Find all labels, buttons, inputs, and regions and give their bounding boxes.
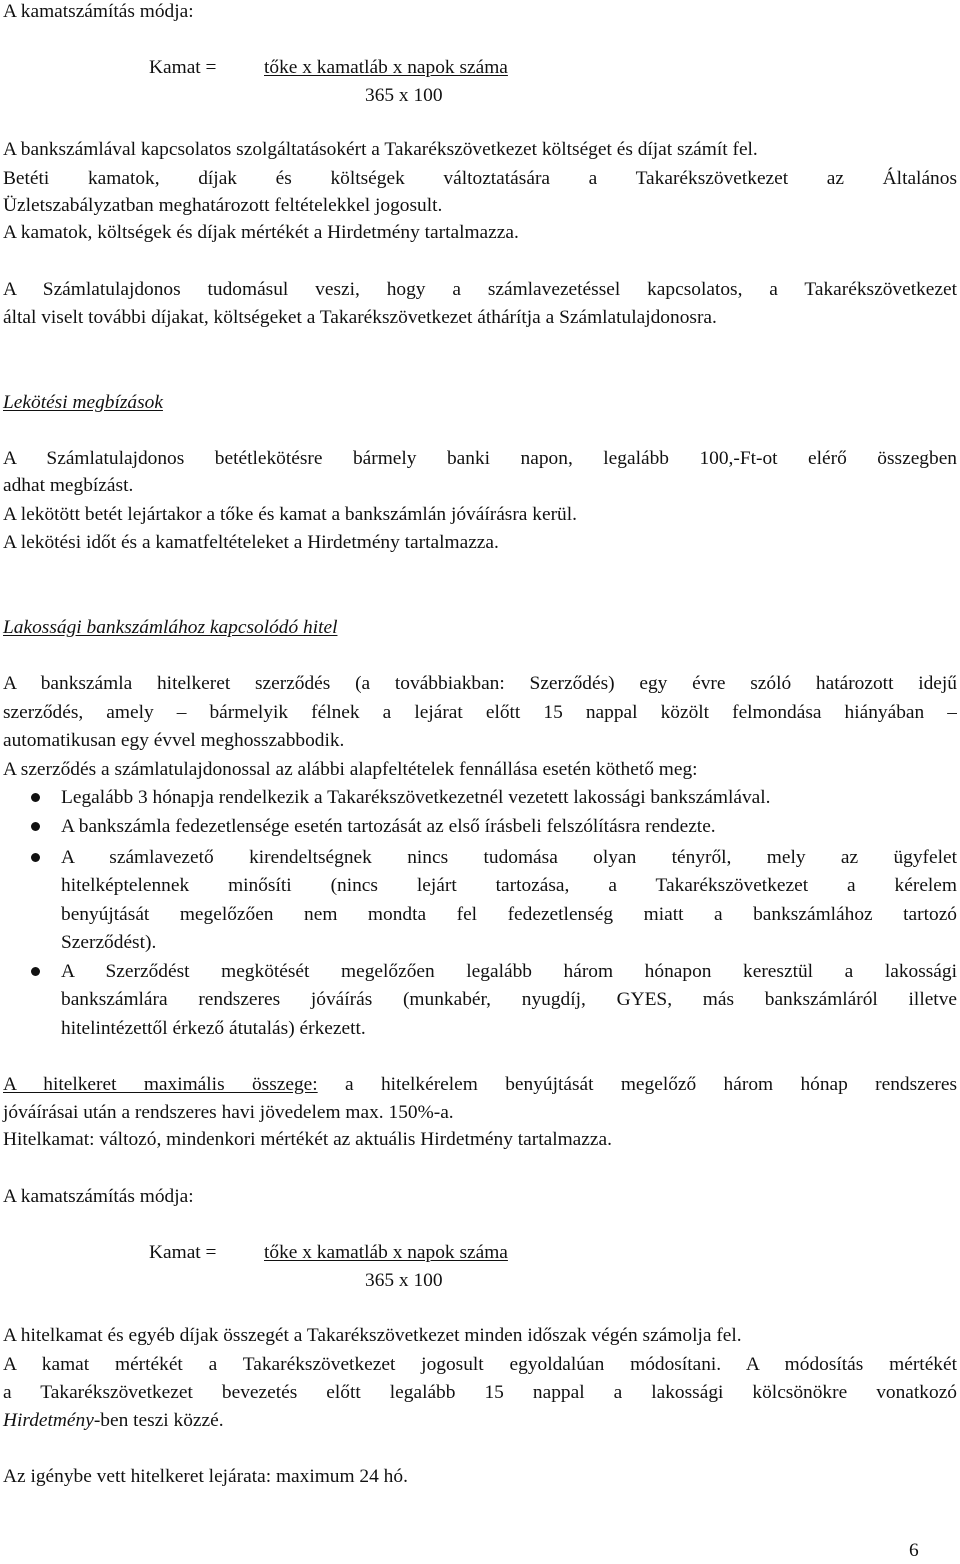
credit-max-text: a hitelkérelem benyújtását megelőző három hónap rendszeres [317,1074,957,1095]
credit-contract-line: A bankszámla hitelkeret szerződés (a továbbiakban: Szerződés) egy évre szóló határozott idejű [3,673,957,694]
overdraft-credit-heading: Lakossági bankszámlához kapcsolódó hitel [3,617,338,638]
condition-item: Szerződést). [61,932,157,953]
owner-acknowledgement-line: A Számlatulajdonos tudomásul veszi, hogy a számlavezetéssel kapcsolatos, a Takarékszövetkezet [3,279,957,300]
credit-fees-line-rest: -ben teszi közzé. [93,1410,224,1431]
formula-denominator: 365 x 100 [365,1270,443,1291]
deposit-orders-line: A lekötési időt és a kamatfeltételeket a Hirdetmény tartalmazza. [3,532,499,553]
hirdetmeny-italic: Hirdetmény [3,1410,94,1431]
deposit-orders-line: A lekötött betét lejártakor a tőke és kamat a bankszámlán jóváírásra kerül. [3,504,577,525]
formula-denominator: 365 x 100 [365,85,443,106]
credit-rate-line: Hitelkamat: változó, mindenkori mértékét az aktuális Hirdetmény tartalmazza. [3,1129,612,1150]
conditions-intro: A szerződés a számlatulajdonossal az alábbi alapfeltételek fennállása esetén köthető meg: [3,759,698,780]
fees-paragraph-line: Üzletszabályzatban meghatározott feltételekkel jogosult. [3,195,443,216]
bullet-icon [31,967,40,976]
credit-contract-line: automatikusan egy évvel meghosszabbodik. [3,730,345,751]
credit-fees-line: a Takarékszövetkezet bevezetés előtt legalább 15 nappal a lakossági kölcsönökre vonatkozó [3,1382,957,1403]
page-number: 6 [909,1540,919,1561]
credit-fees-line: A hitelkamat és egyéb díjak összegét a Takarékszövetkezet minden időszak végén számolja fel. [3,1325,742,1346]
deposit-orders-heading: Lekötési megbízások [3,392,163,413]
credit-max-label: A hitelkeret maximális összege: [3,1074,318,1095]
credit-fees-line: A kamat mértékét a Takarékszövetkezet jogosult egyoldalúan módosítani. A módosítás mértékét [3,1354,957,1375]
condition-item: A számlavezető kirendeltségnek nincs tudomása olyan tényről, mely az ügyfelet [61,847,957,868]
deposit-orders-line: A Számlatulajdonos betétlekötésre bármely banki napon, legalább 100,-Ft-ot elérő összegben [3,448,957,469]
formula-numerator: tőke x kamatláb x napok száma [264,1242,508,1263]
credit-interest-calc-heading: A kamatszámítás módja: [3,1186,194,1207]
credit-expiry-line: Az igénybe vett hitelkeret lejárata: maximum 24 hó. [3,1466,408,1487]
fees-paragraph-line: A bankszámlával kapcsolatos szolgáltatásokért a Takarékszövetkezet költséget és díjat számít fel. [3,139,758,160]
formula-label: Kamat = [149,57,217,78]
bullet-icon [31,822,40,831]
credit-max-line: jóváírásai után a rendszeres havi jövedelem max. 150%-a. [3,1102,454,1123]
formula-numerator: tőke x kamatláb x napok száma [264,57,508,78]
bullet-icon [31,853,40,862]
credit-max-line [3,1072,957,1098]
condition-item: Legalább 3 hónapja rendelkezik a Takarékszövetkezetnél vezetett lakossági bankszámlával. [61,787,771,808]
formula-label: Kamat = [149,1242,217,1263]
condition-item: A bankszámla fedezetlensége esetén tartozását az első írásbeli felszólításra rendezte. [61,816,716,837]
condition-item: hitelképtelennek minősíti (nincs lejárt tartozása, a Takarékszövetkezet a kérelem [61,875,957,896]
owner-acknowledgement-line: által viselt további díjakat, költségeket a Takarékszövetkezet áthárítja a Számlatulajdonosra. [3,307,717,328]
credit-contract-line: szerződés, amely – bármelyik félnek a lejárat előtt 15 nappal közölt felmondása hiányában – [3,702,957,723]
interest-calc-heading: A kamatszámítás módja: [3,1,194,22]
deposit-orders-line: adhat megbízást. [3,475,134,496]
condition-item: hitelintézettől érkező átutalás) érkezett. [61,1018,366,1039]
condition-item: benyújtását megelőzően nem mondta fel fedezetlenség miatt a bankszámlához tartozó [61,904,957,925]
fees-paragraph-line: A kamatok, költségek és díjak mértékét a Hirdetmény tartalmazza. [3,222,519,243]
bullet-icon [31,793,40,802]
condition-item: A Szerződést megkötését megelőzően legalább három hónapon keresztül a lakossági [61,961,957,982]
credit-fees-line [3,1408,224,1434]
condition-item: bankszámlára rendszeres jóváírás (munkabér, nyugdíj, GYES, más bankszámláról illetve [61,989,957,1010]
fees-paragraph-line: Betéti kamatok, díjak és költségek változtatására a Takarékszövetkezet az Általános [3,168,957,189]
